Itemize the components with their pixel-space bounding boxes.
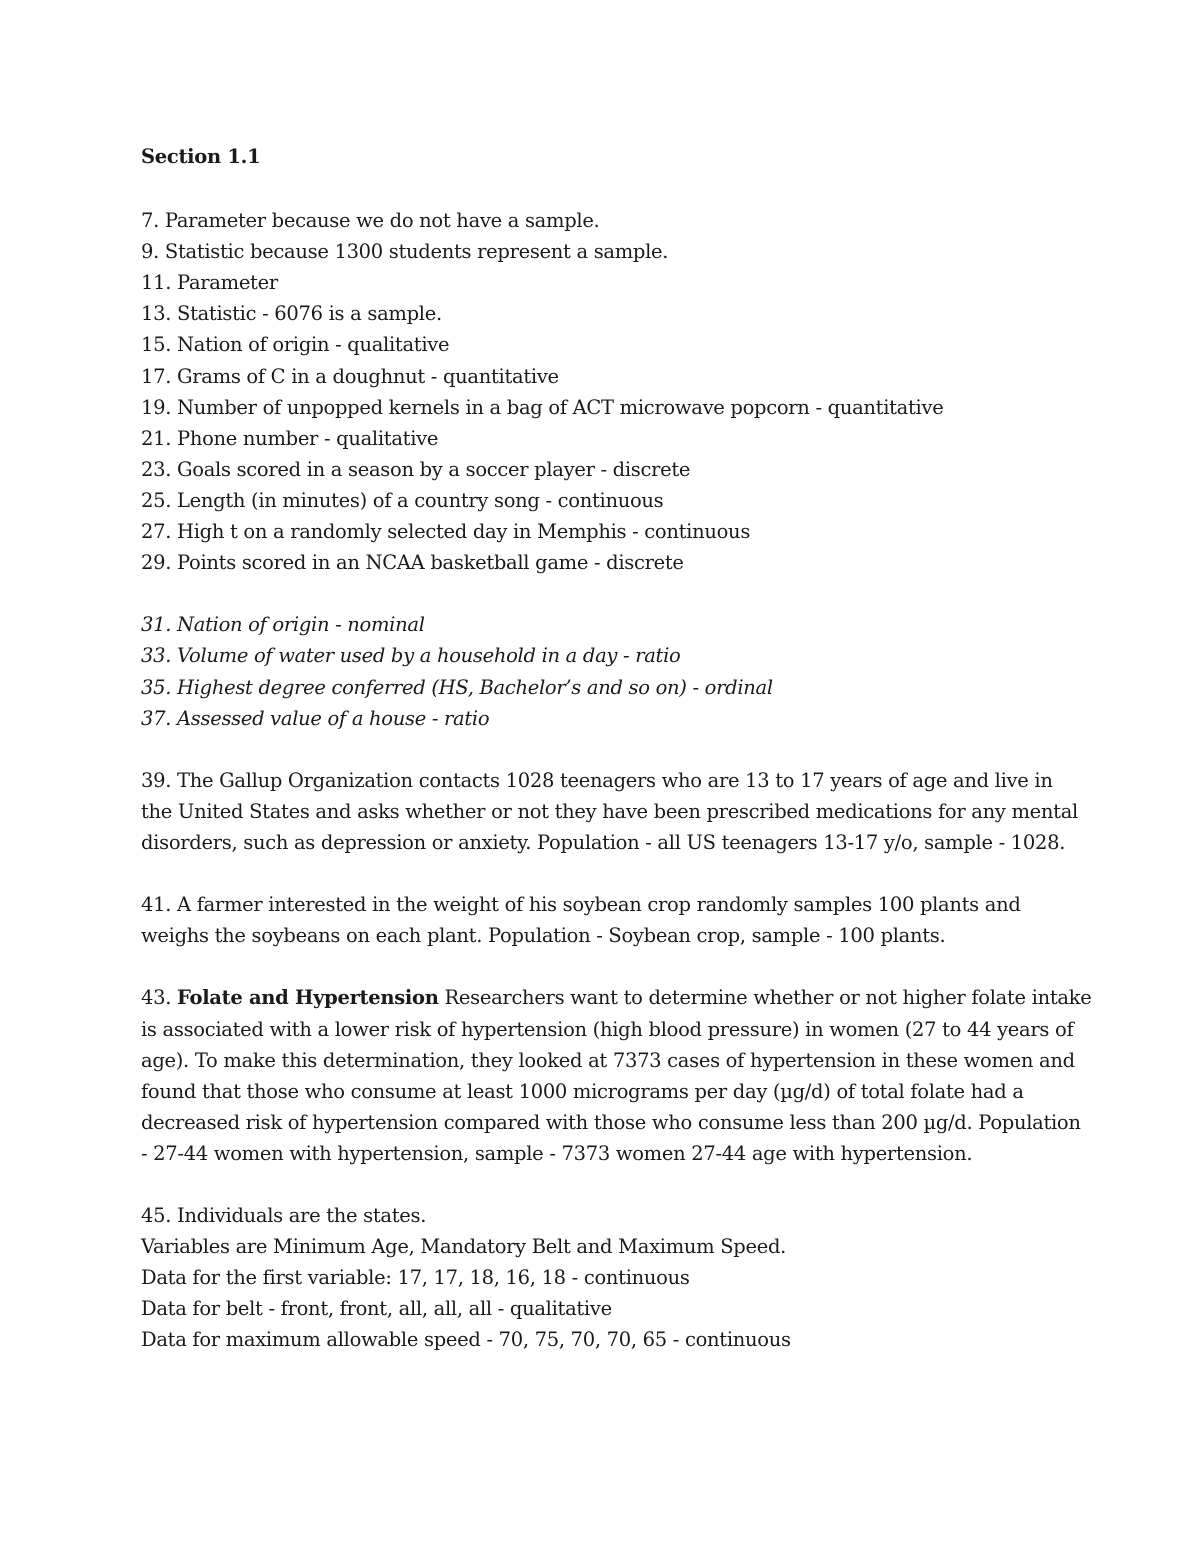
answer-45-block (141, 1200, 1081, 1355)
answers-levels-list (141, 609, 1081, 733)
answer-15: 15. Nation of origin - qualitative (141, 333, 450, 357)
paragraph-line: found that those who consume at least 1000 micrograms per day (µg/d) of total folate had a (141, 1079, 1024, 1103)
answer-31: 31. Nation of origin - nominal (141, 613, 425, 637)
paragraph-line: 45. Individuals are the states. (141, 1204, 427, 1228)
paragraph-line: Data for belt - front, front, all, all, all - qualitative (141, 1297, 612, 1321)
document-page (141, 140, 1092, 1356)
paragraph-line: is associated with a lower risk of hypertension (high blood pressure) in women (27 to 44 years of (141, 1017, 1074, 1041)
paragraph-line: Data for the first variable: 17, 17, 18, 16, 18 - continuous (141, 1266, 690, 1290)
answer-37: 37. Assessed value of a house - ratio (141, 706, 490, 730)
answer-43-first-line: Researchers want to determine whether or not higher folate intake (438, 986, 1092, 1010)
spacer (141, 578, 1081, 609)
answer-17: 17. Grams of C in a doughnut - quantitative (141, 364, 559, 388)
paragraph-line: the United States and asks whether or not they have been prescribed medications for any mental (141, 799, 1078, 823)
paragraph-line: Variables are Minimum Age, Mandatory Belt and Maximum Speed. (141, 1235, 787, 1259)
answers-basic-list (141, 205, 1081, 578)
spacer (141, 858, 1081, 889)
answer-7: 7. Parameter because we do not have a sample. (141, 209, 600, 233)
answer-39-paragraph (141, 765, 1081, 858)
answer-29: 29. Points scored in an NCAA basketball game - discrete (141, 551, 684, 575)
spacer (141, 1169, 1081, 1200)
answer-21: 21. Phone number - qualitative (141, 426, 439, 450)
answer-9: 9. Statistic because 1300 students represent a sample. (141, 240, 669, 264)
answer-41-paragraph (141, 889, 1081, 951)
answer-23: 23. Goals scored in a season by a soccer player - discrete (141, 457, 691, 481)
paragraph-line: age). To make this determination, they looked at 7373 cases of hypertension in these women and (141, 1048, 1075, 1072)
paragraph-line: 39. The Gallup Organization contacts 1028 teenagers who are 13 to 17 years of age and live in (141, 768, 1053, 792)
answer-19: 19. Number of unpopped kernels in a bag of ACT microwave popcorn - quantitative (141, 395, 944, 419)
spacer (141, 174, 1081, 205)
answer-27: 27. High t on a randomly selected day in Memphis - continuous (141, 520, 751, 544)
paragraph-line: - 27-44 women with hypertension, sample - 7373 women 27-44 age with hypertension. (141, 1141, 973, 1165)
paragraph-line (141, 982, 1092, 1013)
answer-33: 33. Volume of water used by a household in a day - ratio (141, 644, 681, 668)
spacer (141, 734, 1081, 765)
answer-13: 13. Statistic - 6076 is a sample. (141, 302, 442, 326)
answer-43-paragraph (141, 982, 1092, 1169)
answer-35: 35. Highest degree conferred (HS, Bachelor’s and so on) - ordinal (141, 675, 773, 699)
paragraph-line: disorders, such as depression or anxiety. Population - all US teenagers 13-17 y/o, sample - 1028. (141, 830, 1066, 854)
answer-25: 25. Length (in minutes) of a country song - continuous (141, 488, 664, 512)
answer-43-number: 43. (141, 986, 178, 1010)
answer-11: 11. Parameter (141, 271, 278, 295)
section-title: Section 1.1 (141, 145, 261, 168)
spacer (141, 951, 1081, 982)
answer-43-bold-title: Folate and Hypertension (177, 986, 439, 1010)
paragraph-line: Data for maximum allowable speed - 70, 75, 70, 70, 65 - continuous (141, 1328, 791, 1352)
paragraph-line: 41. A farmer interested in the weight of his soybean crop randomly samples 100 plants and (141, 893, 1021, 917)
paragraph-line: decreased risk of hypertension compared with those who consume less than 200 µg/d. Population (141, 1110, 1081, 1134)
paragraph-line: weighs the soybeans on each plant. Population - Soybean crop, sample - 100 plants. (141, 924, 946, 948)
